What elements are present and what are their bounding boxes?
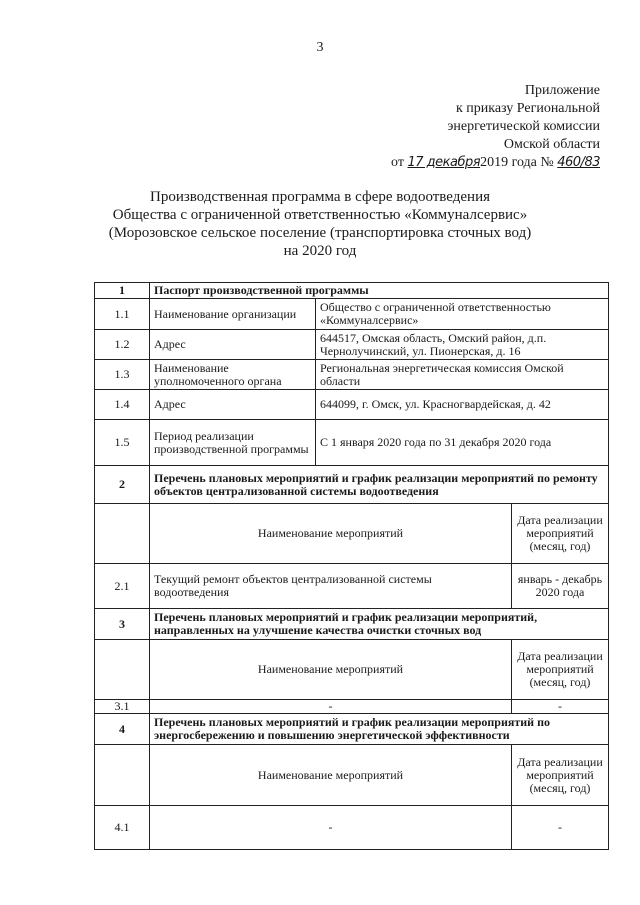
activity-name: Текущий ремонт объектов централизованной системы водоотведения bbox=[150, 564, 512, 609]
section-title: Перечень плановых мероприятий и график реализации мероприятий по энергосбережению и повышению энергетической эффективности bbox=[150, 714, 609, 745]
title-line: Производственная программа в сфере водоотведения bbox=[149, 189, 490, 205]
header-date: Дата реализации мероприятий (месяц, год) bbox=[512, 745, 609, 806]
row-value: С 1 января 2020 года по 31 декабря 2020 года bbox=[316, 420, 609, 466]
table-row bbox=[95, 330, 609, 360]
header-row bbox=[95, 504, 609, 564]
header-date: Дата реализации мероприятий (месяц, год) bbox=[512, 504, 609, 564]
activity-date: - bbox=[512, 806, 609, 850]
appendix-line: Омской области bbox=[503, 137, 600, 152]
title-line: Общества с ограниченной ответственностью «Коммуналсервис» bbox=[112, 207, 528, 223]
activity-date: январь - декабрь 2020 года bbox=[512, 564, 609, 609]
table-row bbox=[95, 564, 609, 609]
appendix-line: Приложение bbox=[524, 83, 600, 98]
activity-name: - bbox=[150, 700, 512, 714]
handwritten-order-number: 460/83 bbox=[557, 155, 600, 170]
table-row bbox=[95, 420, 609, 466]
program-table bbox=[94, 282, 609, 850]
section-2-row bbox=[95, 466, 609, 504]
appendix-block bbox=[300, 82, 600, 172]
row-number: 1.2 bbox=[95, 330, 150, 360]
table-row bbox=[95, 299, 609, 330]
section-title: Перечень плановых мероприятий и график реализации мероприятий по ремонту объектов централизованной системы водоотведения bbox=[150, 466, 609, 504]
date-prefix: от bbox=[391, 155, 404, 170]
row-label: Наименование организации bbox=[150, 299, 316, 330]
section-3-row bbox=[95, 609, 609, 640]
header-name: Наименование мероприятий bbox=[150, 504, 512, 564]
page-number: 3 bbox=[316, 40, 324, 55]
header-name: Наименование мероприятий bbox=[150, 745, 512, 806]
row-value: Общество с ограниченной ответственностью «Коммуналсервис» bbox=[316, 299, 609, 330]
row-number: 1.4 bbox=[95, 390, 150, 420]
section-1-row bbox=[95, 283, 609, 299]
row-number: 1.5 bbox=[95, 420, 150, 466]
section-number: 1 bbox=[95, 283, 150, 299]
empty-cell bbox=[95, 504, 150, 564]
table-row bbox=[95, 806, 609, 850]
table-row bbox=[95, 360, 609, 390]
header-row bbox=[95, 640, 609, 700]
row-number: 2.1 bbox=[95, 564, 150, 609]
title-line: на 2020 год bbox=[283, 243, 357, 259]
header-row bbox=[95, 745, 609, 806]
row-number: 3.1 bbox=[95, 700, 150, 714]
header-date: Дата реализации мероприятий (месяц, год) bbox=[512, 640, 609, 700]
section-number: 3 bbox=[95, 609, 150, 640]
appendix-line: энергетической комиссии bbox=[447, 119, 600, 134]
header-name: Наименование мероприятий bbox=[150, 640, 512, 700]
table-row bbox=[95, 390, 609, 420]
activity-date: - bbox=[512, 700, 609, 714]
handwritten-date: 17 декабря bbox=[407, 155, 481, 170]
row-number: 4.1 bbox=[95, 806, 150, 850]
row-label: Адрес bbox=[150, 330, 316, 360]
row-value: 644517, Омская область, Омский район, д.п. Чернолучинский, ул. Пионерская, д. 16 bbox=[316, 330, 609, 360]
section-4-row bbox=[95, 714, 609, 745]
date-suffix: 2019 года № bbox=[480, 155, 554, 170]
row-label: Наименование уполномоченного органа bbox=[150, 360, 316, 390]
section-number: 2 bbox=[95, 466, 150, 504]
activity-name: - bbox=[150, 806, 512, 850]
section-number: 4 bbox=[95, 714, 150, 745]
table-row bbox=[95, 700, 609, 714]
section-title: Перечень плановых мероприятий и график реализации мероприятий, направленных на улучшение качества очистки сточных вод bbox=[150, 609, 609, 640]
row-label: Адрес bbox=[150, 390, 316, 420]
row-label: Период реализации производственной программы bbox=[150, 420, 316, 466]
title-line: (Морозовское сельское поселение (транспортировка сточных вод) bbox=[108, 225, 532, 241]
document-title bbox=[0, 188, 640, 260]
order-date-line bbox=[300, 154, 600, 172]
empty-cell bbox=[95, 640, 150, 700]
row-number: 1.1 bbox=[95, 299, 150, 330]
row-number: 1.3 bbox=[95, 360, 150, 390]
row-value: 644099, г. Омск, ул. Красногвардейская, д. 42 bbox=[316, 390, 609, 420]
row-value: Региональная энергетическая комиссия Омской области bbox=[316, 360, 609, 390]
empty-cell bbox=[95, 745, 150, 806]
appendix-line: к приказу Региональной bbox=[455, 101, 600, 116]
section-title: Паспорт производственной программы bbox=[150, 283, 609, 299]
